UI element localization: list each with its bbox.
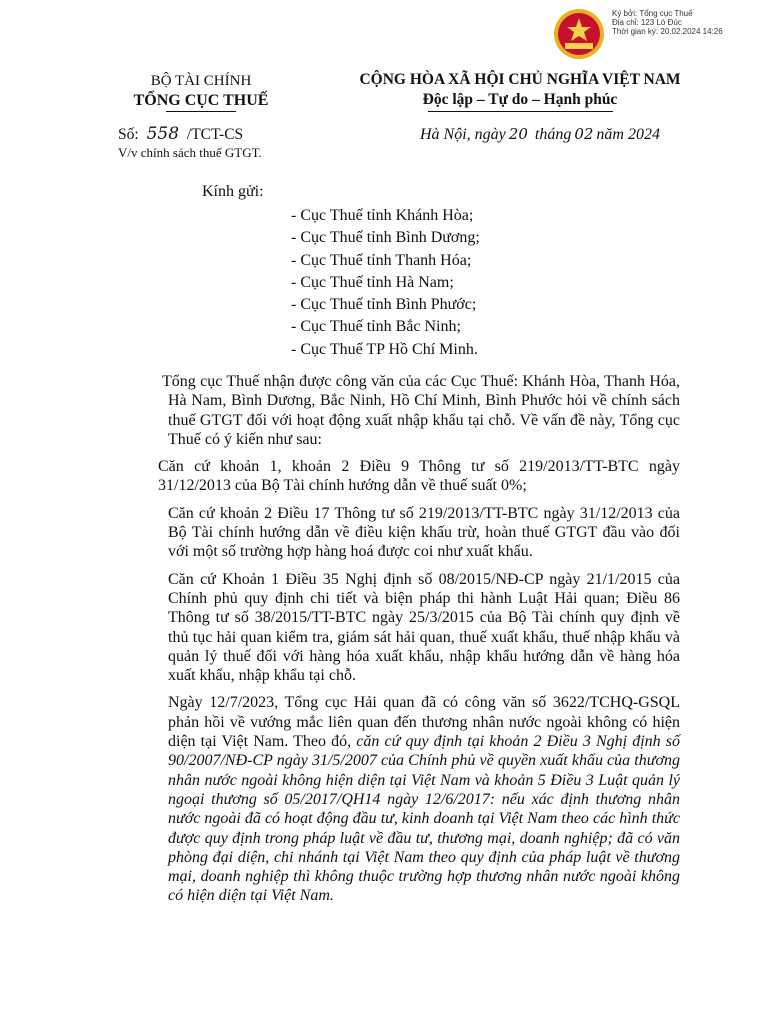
- paragraph-customs-response: [168, 693, 680, 905]
- paragraph-text: Tổng cục Thuế nhận được công văn của các Cục Thuế: Khánh Hòa, Thanh Hóa, Hà Nam, Bình Dương, Bắc Ninh, Hồ Chí Minh, Bình Phước hỏi về chính sách thuế GTGT đối với hoạt động xuất nhập khẩu tại chỗ. Về vấn đề này, Tổng cục Thuế có ý kiến như sau:: [162, 373, 680, 448]
- document-number: [118, 124, 243, 144]
- recipient-list: [291, 205, 480, 361]
- letter-body: [158, 372, 681, 914]
- paragraph-text: Căn cứ khoản 1, khoản 2 Điều 9 Thông tư số 219/2013/TT-BTC ngày 31/12/2013 của Bộ Tài chính hướng dẫn về thuế suất 0%;: [158, 458, 680, 495]
- list-item: - Cục Thuế tỉnh Khánh Hòa;: [291, 207, 474, 224]
- list-item: - Cục Thuế tỉnh Bắc Ninh;: [291, 318, 461, 336]
- document-subject: V/v chính sách thuế GTGT.: [118, 145, 262, 160]
- nation-name: CỘNG HÒA XÃ HỘI CHỦ NGHĨA VIỆT NAM: [359, 71, 681, 88]
- doc-number-suffix: /TCT-CS: [186, 126, 244, 143]
- date-month: 02: [574, 125, 594, 143]
- digital-signature-info: [612, 9, 723, 36]
- ministry-name: BỘ TÀI CHÍNH: [150, 73, 252, 89]
- paragraph-legal-basis-3: [168, 570, 680, 686]
- motto-underline: [428, 111, 613, 112]
- date-month-label: tháng: [534, 126, 572, 143]
- doc-number-prefix: Số:: [118, 126, 139, 143]
- signer-line: Ký bởi: Tổng cục Thuế: [612, 9, 693, 18]
- paragraph-legal-basis-2: [168, 504, 680, 562]
- agency-underline: [166, 111, 236, 112]
- date-prefix: Hà Nội, ngày: [420, 126, 506, 143]
- paragraph-quoted-text: căn cứ quy định tại khoản 2 Điều 3 Nghị định số 90/2007/NĐ-CP ngày 31/5/2007 của Chính phủ về quyền xuất khẩu của thương nhân nước ngoài không hiện diện tại Việt Nam và khoản 5 Điều 3 Luật quản lý ngoại thương số 05/2017/QH14 ngày 12/6/2017: nếu xác định thương nhân nước ngoài đã có hoạt động đầu tư, kinh doanh tại Việt Nam theo các hình thức được quy định trong pháp luật về đầu tư, thương mại, doanh nghiệp; đã có văn phòng đại diện, chi nhánh tại Việt Nam theo quy định của pháp luật về thương mại, doanh nghiệp thì không thuộc trường hợp thương nhân nước ngoài không có hiện diện tại Việt Nam.: [168, 733, 681, 905]
- official-seal-icon: [553, 8, 605, 60]
- date-year: năm 2024: [596, 126, 660, 143]
- paragraph-text: Ngày 12/7/2023, Tổng cục Hải quan đã có công văn số 3622/TCHQ-GSQL phản hồi về vướng mắc liên quan đến thương nhân nước ngoài không có hiện diện tại Việt Nam. Theo đó,: [168, 694, 680, 751]
- doc-number-handwritten: 558: [146, 124, 180, 144]
- document-date: [420, 125, 660, 144]
- department-name: TỔNG CỤC THUẾ: [133, 92, 269, 109]
- list-item: - Cục Thuế tỉnh Bình Dương;: [291, 229, 480, 247]
- signer-address-line: Địa chỉ: 123 Lò Đúc: [612, 18, 682, 27]
- date-day: 20: [508, 125, 528, 143]
- paragraph-text: Căn cứ khoản 2 Điều 17 Thông tư số 219/2013/TT-BTC ngày 31/12/2013 của Bộ Tài chính hướng dẫn về điều kiện khấu trừ, hoàn thuế GTGT đầu vào đối với một số trường hợp hàng hoá được coi như xuất khẩu.: [168, 504, 680, 561]
- issuing-agency: [112, 72, 290, 112]
- paragraph-text: Căn cứ Khoản 1 Điều 35 Nghị định số 08/2015/NĐ-CP ngày 21/1/2015 của Chính phủ quy định chi tiết và biện pháp thi hành Luật Hải quan; Điều 86 Thông tư số 38/2015/TT-BTC ngày 25/3/2015 của Bộ Tài chính quy định về thủ tục hải quan kiểm tra, giám sát hải quan, thuế xuất khẩu, thuế nhập khẩu và quản lý thuế đối với hàng hóa xuất khẩu, nhập khẩu hướng dẫn về hàng hóa xuất khẩu, nhập khẩu tại chỗ.: [168, 570, 680, 685]
- list-item: - Cục Thuế tỉnh Thanh Hóa;: [291, 251, 472, 269]
- paragraph-legal-basis-1: [158, 457, 680, 496]
- national-motto: Độc lập – Tự do – Hạnh phúc: [422, 91, 618, 108]
- list-item: - Cục Thuế tỉnh Bình Phước;: [291, 296, 477, 314]
- signing-time-line: Thời gian ký: 20.02.2024 14:26: [612, 27, 723, 36]
- national-header: [340, 70, 700, 112]
- greeting: Kính gửi:: [202, 183, 264, 200]
- list-item: - Cục Thuế TP Hồ Chí Minh.: [291, 340, 478, 358]
- paragraph-intro: [162, 372, 680, 449]
- list-item: - Cục Thuế tỉnh Hà Nam;: [291, 273, 454, 291]
